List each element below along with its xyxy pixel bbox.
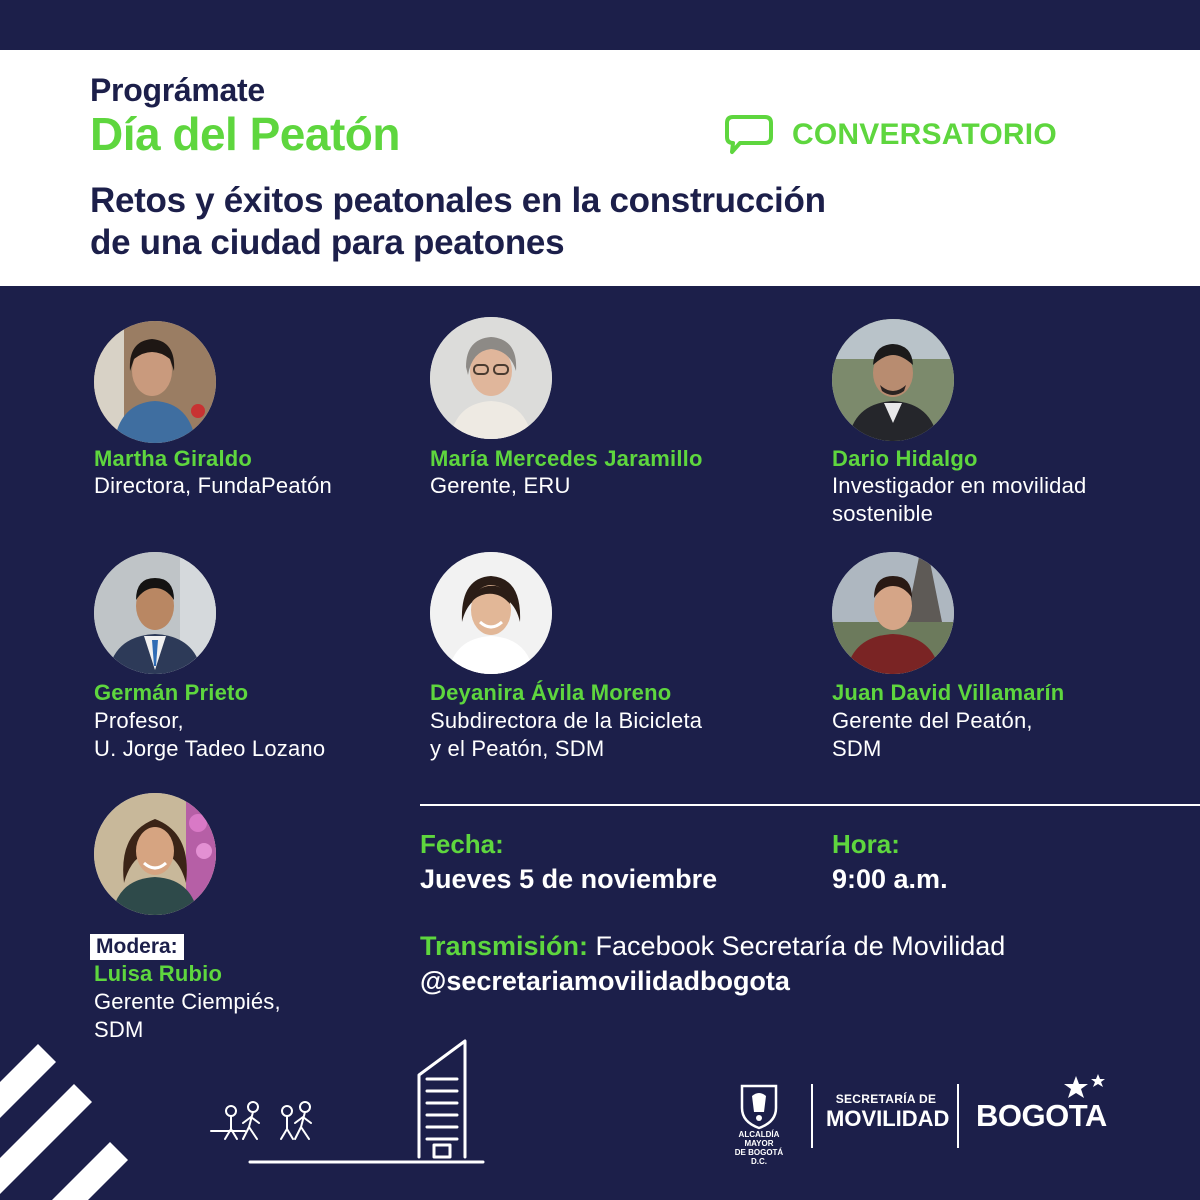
date-label: Fecha: — [420, 829, 504, 859]
bogota-coat-of-arms-icon — [726, 1082, 792, 1130]
speaker-role — [94, 707, 325, 763]
topic-line: Retos y éxitos peatonales en la construcción — [90, 181, 826, 220]
stars-icon — [1062, 1072, 1108, 1104]
moderator-role-line: Gerente Ciempiés, — [94, 989, 281, 1014]
alcaldia-logo — [726, 1082, 792, 1166]
time-label: Hora: — [832, 829, 900, 859]
speaker-role-line: Gerente, ERU — [430, 473, 571, 498]
speaker-role-line: y el Peatón, SDM — [430, 736, 605, 761]
speaker-role-line: U. Jorge Tadeo Lozano — [94, 736, 326, 761]
speaker-role — [832, 472, 1086, 528]
speaker-role — [430, 472, 571, 500]
moderator-tag: Modera: — [90, 934, 184, 960]
secretaria-movilidad-logo — [826, 1092, 950, 1132]
kicker: Prográmate — [90, 72, 265, 108]
avatar — [94, 793, 216, 915]
speaker-name: Martha Giraldo — [94, 446, 253, 471]
secretaria-small-text: SECRETARÍA DE — [835, 1092, 937, 1106]
speaker-role-line: Gerente del Peatón, — [832, 708, 1033, 733]
speaker-role — [94, 472, 332, 500]
diagonal-stripes — [0, 1020, 160, 1200]
speaker-name: Dario Hidalgo — [832, 446, 978, 471]
logo-separator — [811, 1084, 813, 1148]
top-band — [0, 0, 1200, 50]
avatar — [832, 552, 954, 674]
avatar — [94, 321, 216, 443]
speech-bubble-icon — [724, 114, 774, 156]
speaker-name: María Mercedes Jaramillo — [430, 446, 703, 471]
event-title: Día del Peatón — [90, 108, 400, 160]
logo-separator — [957, 1084, 959, 1148]
format-label: CONVERSATORIO — [792, 118, 1057, 151]
speaker-role-line: Investigador en movilidad — [832, 473, 1087, 498]
speaker-role-line: Subdirectora de la Bicicleta — [430, 708, 703, 733]
moderator-name: Luisa Rubio — [94, 961, 223, 986]
speaker-name: Deyanira Ávila Moreno — [430, 680, 672, 705]
secretaria-big-text: MOVILIDAD — [826, 1106, 950, 1131]
avatar — [94, 552, 216, 674]
topic-line: de una ciudad para peatones — [90, 223, 565, 262]
divider — [420, 804, 1200, 806]
speaker-role-line: Profesor, — [94, 708, 184, 733]
time-value: 9:00 a.m. — [832, 864, 948, 894]
speaker-role — [430, 707, 702, 763]
speaker-role-line: Directora, FundaPeatón — [94, 473, 332, 498]
speaker-role — [832, 707, 1033, 763]
date-value: Jueves 5 de noviembre — [420, 864, 718, 894]
pedestrians-building-illustration — [205, 1035, 495, 1170]
moderator-role-line: SDM — [94, 1017, 144, 1042]
avatar — [832, 319, 954, 441]
format-badge — [724, 114, 1057, 156]
topic-title — [90, 180, 826, 264]
speaker-name: Juan David Villamarín — [832, 680, 1065, 705]
alcaldia-text-line: ALCALDÍA MAYOR — [738, 1130, 780, 1148]
avatar — [430, 552, 552, 674]
social-handle: @secretariamovilidadbogota — [420, 966, 790, 996]
speaker-name: Germán Prieto — [94, 680, 249, 705]
stream-label: Transmisión: — [420, 931, 589, 961]
stream-value: Facebook Secretaría de Movilidad — [588, 931, 1006, 961]
speaker-role-line: sostenible — [832, 501, 934, 526]
speaker-role-line: SDM — [832, 736, 882, 761]
bogota-logo: BOGOTA — [976, 1098, 1107, 1133]
avatar — [430, 317, 552, 439]
stream-line — [420, 931, 1005, 962]
alcaldia-text-line: DE BOGOTÁ D.C. — [734, 1148, 784, 1166]
